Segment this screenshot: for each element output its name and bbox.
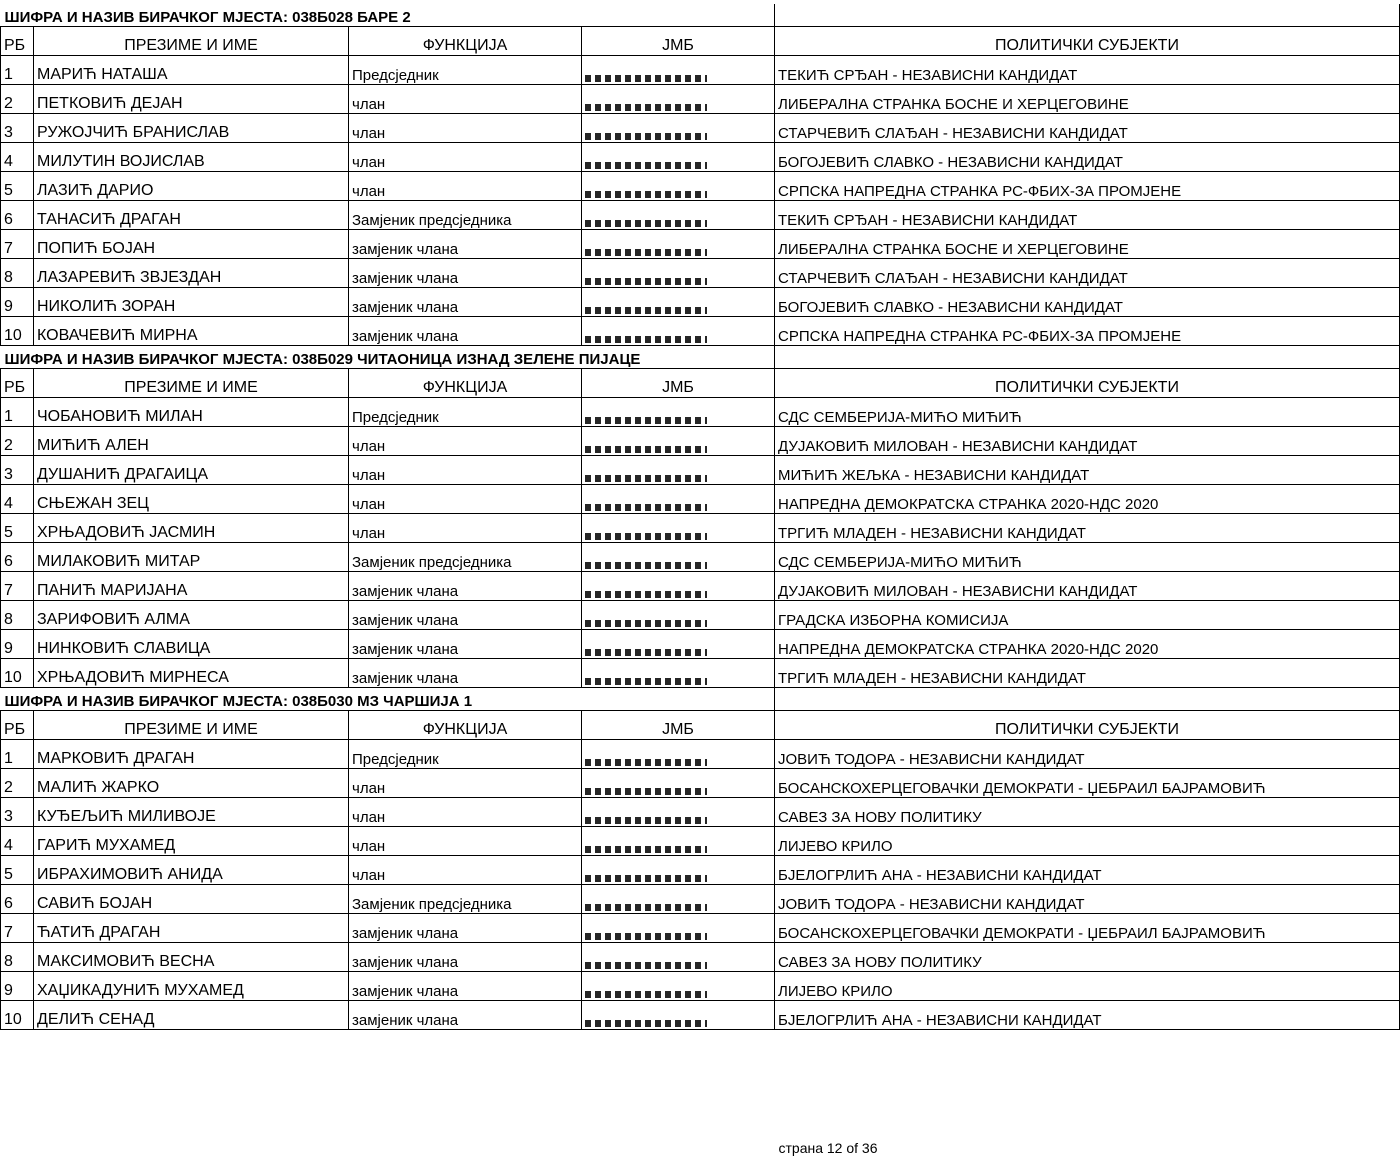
political-subject: БОГОЈЕВИЋ СЛАВКО - НЕЗАВИСНИ КАНДИДАТ — [775, 143, 1400, 172]
political-subject: СРПСКА НАПРЕДНА СТРАНКА РС-ФБИХ-ЗА ПРОМЈЕНЕ — [775, 172, 1400, 201]
redacted-jmb-mark — [585, 817, 707, 824]
member-name: КОВАЧЕВИЋ МИРНА — [34, 317, 349, 346]
row-number: 4 — [1, 143, 34, 172]
redacted-jmb-mark — [585, 562, 707, 569]
member-jmb-redacted — [582, 143, 775, 172]
redacted-jmb-mark — [585, 446, 707, 453]
redacted-jmb-mark — [585, 846, 707, 853]
member-function: члан — [349, 769, 582, 798]
member-jmb-redacted — [582, 398, 775, 427]
political-subject: ЛИБЕРАЛНА СТРАНКА БОСНЕ И ХЕРЦЕГОВИНЕ — [775, 230, 1400, 259]
member-function: замјеник члана — [349, 914, 582, 943]
table-row — [1, 317, 1400, 346]
political-subject: ЛИБЕРАЛНА СТРАНКА БОСНЕ И ХЕРЦЕГОВИНЕ — [775, 85, 1400, 114]
section-title-row — [1, 346, 1400, 369]
table-row — [1, 856, 1400, 885]
member-function: замјеник члана — [349, 317, 582, 346]
table-row — [1, 288, 1400, 317]
redacted-jmb-mark — [585, 475, 707, 482]
table-row — [1, 914, 1400, 943]
table-row — [1, 601, 1400, 630]
political-subject: ЈОВИЋ ТОДОРА - НЕЗАВИСНИ КАНДИДАТ — [775, 740, 1400, 769]
member-jmb-redacted — [582, 427, 775, 456]
table-row — [1, 114, 1400, 143]
member-function: замјеник члана — [349, 288, 582, 317]
table-row — [1, 943, 1400, 972]
row-number: 8 — [1, 601, 34, 630]
member-name: МАРИЋ НАТАША — [34, 56, 349, 85]
member-function: члан — [349, 143, 582, 172]
row-number: 1 — [1, 398, 34, 427]
row-number: 8 — [1, 943, 34, 972]
table-row — [1, 514, 1400, 543]
member-name: ПОПИЋ БОЈАН — [34, 230, 349, 259]
member-jmb-redacted — [582, 914, 775, 943]
member-name: ЛАЗАРЕВИЋ ЗВЈЕЗДАН — [34, 259, 349, 288]
table-row — [1, 398, 1400, 427]
row-number: 10 — [1, 317, 34, 346]
polling-station-committee-sheet — [0, 4, 1400, 1030]
table-row — [1, 972, 1400, 1001]
member-function: Предсједник — [349, 56, 582, 85]
political-subject: СРПСКА НАПРЕДНА СТРАНКА РС-ФБИХ-ЗА ПРОМЈЕНЕ — [775, 317, 1400, 346]
row-number: 5 — [1, 172, 34, 201]
header-party: ПОЛИТИЧКИ СУБЈЕКТИ — [775, 369, 1400, 398]
header-rb: РБ — [1, 369, 34, 398]
row-number: 10 — [1, 1001, 34, 1030]
row-number: 5 — [1, 514, 34, 543]
member-jmb-redacted — [582, 543, 775, 572]
member-jmb-redacted — [582, 230, 775, 259]
row-number: 6 — [1, 543, 34, 572]
political-subject: МИЋИЋ ЖЕЉКА - НЕЗАВИСНИ КАНДИДАТ — [775, 456, 1400, 485]
redacted-jmb-mark — [585, 336, 707, 343]
member-name: МАКСИМОВИЋ ВЕСНА — [34, 943, 349, 972]
political-subject: НАПРЕДНА ДЕМОКРАТСКА СТРАНКА 2020-НДС 2020 — [775, 630, 1400, 659]
header-party: ПОЛИТИЧКИ СУБЈЕКТИ — [775, 27, 1400, 56]
section-title-filler — [775, 4, 1400, 27]
redacted-jmb-mark — [585, 220, 707, 227]
member-name: ХРЊАДОВИЋ ЈАСМИН — [34, 514, 349, 543]
row-number: 1 — [1, 740, 34, 769]
redacted-jmb-mark — [585, 104, 707, 111]
member-function: замјеник члана — [349, 230, 582, 259]
header-name: ПРЕЗИМЕ И ИМЕ — [34, 711, 349, 740]
table-row — [1, 85, 1400, 114]
header-rb: РБ — [1, 27, 34, 56]
member-name: ЗАРИФОВИЋ АЛМА — [34, 601, 349, 630]
table-row — [1, 543, 1400, 572]
table-row — [1, 485, 1400, 514]
member-function: члан — [349, 485, 582, 514]
redacted-jmb-mark — [585, 875, 707, 882]
member-function: члан — [349, 114, 582, 143]
member-name: ДЕЛИЋ СЕНАД — [34, 1001, 349, 1030]
political-subject: САВЕЗ ЗА НОВУ ПОЛИТИКУ — [775, 943, 1400, 972]
row-number: 2 — [1, 769, 34, 798]
table-row — [1, 769, 1400, 798]
table-row — [1, 456, 1400, 485]
redacted-jmb-mark — [585, 504, 707, 511]
redacted-jmb-mark — [585, 904, 707, 911]
member-name: МИЛАКОВИЋ МИТАР — [34, 543, 349, 572]
member-name: САВИЋ БОЈАН — [34, 885, 349, 914]
row-number: 4 — [1, 485, 34, 514]
redacted-jmb-mark — [585, 307, 707, 314]
member-function: члан — [349, 827, 582, 856]
member-jmb-redacted — [582, 172, 775, 201]
political-subject: ДУЈАКОВИЋ МИЛОВАН - НЕЗАВИСНИ КАНДИДАТ — [775, 572, 1400, 601]
member-name: СЊЕЖАН ЗЕЦ — [34, 485, 349, 514]
table-row — [1, 885, 1400, 914]
member-function: Замјеник предсједника — [349, 885, 582, 914]
political-subject: ТЕКИЋ СРЂАН - НЕЗАВИСНИ КАНДИДАТ — [775, 56, 1400, 85]
section-title-row — [1, 688, 1400, 711]
section-title-row — [1, 4, 1400, 27]
section-title: ШИФРА И НАЗИВ БИРАЧКОГ МЈЕСТА: 038Б028 БАРЕ 2 — [1, 4, 775, 27]
member-jmb-redacted — [582, 827, 775, 856]
member-jmb-redacted — [582, 856, 775, 885]
political-subject: ТЕКИЋ СРЂАН - НЕЗАВИСНИ КАНДИДАТ — [775, 201, 1400, 230]
member-name: ХРЊАДОВИЋ МИРНЕСА — [34, 659, 349, 688]
member-name: МИЛУТИН ВОЈИСЛАВ — [34, 143, 349, 172]
member-name: ИБРАХИМОВИЋ АНИДА — [34, 856, 349, 885]
header-name: ПРЕЗИМЕ И ИМЕ — [34, 27, 349, 56]
political-subject: БОГОЈЕВИЋ СЛАВКО - НЕЗАВИСНИ КАНДИДАТ — [775, 288, 1400, 317]
member-jmb-redacted — [582, 201, 775, 230]
member-function: замјеник члана — [349, 659, 582, 688]
section-title-filler — [775, 346, 1400, 369]
redacted-jmb-mark — [585, 788, 707, 795]
table-row — [1, 259, 1400, 288]
table-row — [1, 659, 1400, 688]
header-rb: РБ — [1, 711, 34, 740]
member-jmb-redacted — [582, 456, 775, 485]
political-subject: ГРАДСКА ИЗБОРНА КОМИСИЈА — [775, 601, 1400, 630]
member-name: МИЋИЋ АЛЕН — [34, 427, 349, 456]
redacted-jmb-mark — [585, 933, 707, 940]
table-row — [1, 172, 1400, 201]
table-row — [1, 201, 1400, 230]
table-row — [1, 56, 1400, 85]
member-name: ПАНИЋ МАРИЈАНА — [34, 572, 349, 601]
member-name: ДУШАНИЋ ДРАГАИЦА — [34, 456, 349, 485]
redacted-jmb-mark — [585, 620, 707, 627]
row-number: 7 — [1, 914, 34, 943]
member-function: Предсједник — [349, 398, 582, 427]
member-jmb-redacted — [582, 769, 775, 798]
member-jmb-redacted — [582, 56, 775, 85]
member-jmb-redacted — [582, 1001, 775, 1030]
political-subject: ТРГИЋ МЛАДЕН - НЕЗАВИСНИ КАНДИДАТ — [775, 514, 1400, 543]
row-number: 2 — [1, 427, 34, 456]
table-header-row — [1, 369, 1400, 398]
member-function: замјеник члана — [349, 601, 582, 630]
row-number: 6 — [1, 885, 34, 914]
member-jmb-redacted — [582, 114, 775, 143]
member-function: члан — [349, 514, 582, 543]
row-number: 9 — [1, 630, 34, 659]
member-function: члан — [349, 856, 582, 885]
table-row — [1, 740, 1400, 769]
header-jmb: ЈМБ — [582, 369, 775, 398]
table-row — [1, 1001, 1400, 1030]
member-jmb-redacted — [582, 798, 775, 827]
header-function: ФУНКЦИЈА — [349, 27, 582, 56]
header-jmb: ЈМБ — [582, 711, 775, 740]
member-name: ПЕТКОВИЋ ДЕЈАН — [34, 85, 349, 114]
member-jmb-redacted — [582, 514, 775, 543]
redacted-jmb-mark — [585, 191, 707, 198]
table-header-row — [1, 711, 1400, 740]
row-number: 6 — [1, 201, 34, 230]
political-subject: СДС СЕМБЕРИЈА-МИЋО МИЋИЋ — [775, 543, 1400, 572]
member-function: члан — [349, 85, 582, 114]
row-number: 9 — [1, 972, 34, 1001]
row-number: 7 — [1, 572, 34, 601]
row-number: 3 — [1, 798, 34, 827]
member-jmb-redacted — [582, 885, 775, 914]
member-name: ЧОБАНОВИЋ МИЛАН — [34, 398, 349, 427]
political-subject: ДУЈАКОВИЋ МИЛОВАН - НЕЗАВИСНИ КАНДИДАТ — [775, 427, 1400, 456]
row-number: 3 — [1, 456, 34, 485]
committee-table — [0, 4, 1400, 1030]
redacted-jmb-mark — [585, 133, 707, 140]
table-row — [1, 630, 1400, 659]
redacted-jmb-mark — [585, 759, 707, 766]
member-name: НИНКОВИЋ СЛАВИЦА — [34, 630, 349, 659]
table-row — [1, 230, 1400, 259]
member-jmb-redacted — [582, 317, 775, 346]
member-name: МАРКОВИЋ ДРАГАН — [34, 740, 349, 769]
header-jmb: ЈМБ — [582, 27, 775, 56]
table-row — [1, 572, 1400, 601]
member-jmb-redacted — [582, 485, 775, 514]
row-number: 2 — [1, 85, 34, 114]
redacted-jmb-mark — [585, 533, 707, 540]
table-row — [1, 798, 1400, 827]
member-name: КУЂЕЉИЋ МИЛИВОЈЕ — [34, 798, 349, 827]
member-function: замјеник члана — [349, 630, 582, 659]
row-number: 3 — [1, 114, 34, 143]
political-subject: НАПРЕДНА ДЕМОКРАТСКА СТРАНКА 2020-НДС 2020 — [775, 485, 1400, 514]
member-jmb-redacted — [582, 288, 775, 317]
political-subject: БОСАНСКОХЕРЦЕГОВАЧКИ ДЕМОКРАТИ - ЏЕБРАИЛ БАЈРАМОВИЋ — [775, 914, 1400, 943]
redacted-jmb-mark — [585, 278, 707, 285]
header-name: ПРЕЗИМЕ И ИМЕ — [34, 369, 349, 398]
member-jmb-redacted — [582, 740, 775, 769]
row-number: 8 — [1, 259, 34, 288]
member-function: замјеник члана — [349, 572, 582, 601]
redacted-jmb-mark — [585, 991, 707, 998]
member-jmb-redacted — [582, 943, 775, 972]
section-title: ШИФРА И НАЗИВ БИРАЧКОГ МЈЕСТА: 038Б029 ЧИТАОНИЦА ИЗНАД ЗЕЛЕНЕ ПИЈАЦЕ — [1, 346, 775, 369]
member-function: замјеник члана — [349, 943, 582, 972]
member-jmb-redacted — [582, 659, 775, 688]
row-number: 5 — [1, 856, 34, 885]
political-subject: ЛИЈЕВО КРИЛО — [775, 972, 1400, 1001]
member-function: члан — [349, 456, 582, 485]
member-name: ГАРИЋ МУХАМЕД — [34, 827, 349, 856]
political-subject: СДС СЕМБЕРИЈА-МИЋО МИЋИЋ — [775, 398, 1400, 427]
table-row — [1, 427, 1400, 456]
table-row — [1, 143, 1400, 172]
member-function: замјеник члана — [349, 259, 582, 288]
redacted-jmb-mark — [585, 249, 707, 256]
redacted-jmb-mark — [585, 162, 707, 169]
header-party: ПОЛИТИЧКИ СУБЈЕКТИ — [775, 711, 1400, 740]
table-row — [1, 827, 1400, 856]
member-function: Замјеник предсједника — [349, 543, 582, 572]
member-function: Замјеник предсједника — [349, 201, 582, 230]
redacted-jmb-mark — [585, 1020, 707, 1027]
member-name: РУЖОЈЧИЋ БРАНИСЛАВ — [34, 114, 349, 143]
member-jmb-redacted — [582, 572, 775, 601]
member-function: члан — [349, 427, 582, 456]
member-name: ЋАТИЋ ДРАГАН — [34, 914, 349, 943]
redacted-jmb-mark — [585, 649, 707, 656]
member-function: замјеник члана — [349, 1001, 582, 1030]
member-function: члан — [349, 172, 582, 201]
member-function: Предсједник — [349, 740, 582, 769]
section-title-filler — [775, 688, 1400, 711]
member-jmb-redacted — [582, 259, 775, 288]
redacted-jmb-mark — [585, 75, 707, 82]
redacted-jmb-mark — [585, 962, 707, 969]
political-subject: БЈЕЛОГРЛИЋ АНА - НЕЗАВИСНИ КАНДИДАТ — [775, 856, 1400, 885]
section-title: ШИФРА И НАЗИВ БИРАЧКОГ МЈЕСТА: 038Б030 МЗ ЧАРШИЈА 1 — [1, 688, 775, 711]
row-number: 10 — [1, 659, 34, 688]
row-number: 1 — [1, 56, 34, 85]
redacted-jmb-mark — [585, 591, 707, 598]
member-jmb-redacted — [582, 972, 775, 1001]
member-jmb-redacted — [582, 85, 775, 114]
member-function: члан — [349, 798, 582, 827]
member-name: МАЛИЋ ЖАРКО — [34, 769, 349, 798]
political-subject: ЈОВИЋ ТОДОРА - НЕЗАВИСНИ КАНДИДАТ — [775, 885, 1400, 914]
redacted-jmb-mark — [585, 678, 707, 685]
political-subject: ЛИЈЕВО КРИЛО — [775, 827, 1400, 856]
header-function: ФУНКЦИЈА — [349, 369, 582, 398]
political-subject: СТАРЧЕВИЋ СЛАЂАН - НЕЗАВИСНИ КАНДИДАТ — [775, 114, 1400, 143]
member-jmb-redacted — [582, 601, 775, 630]
page-footer — [0, 1140, 1400, 1156]
political-subject: БЈЕЛОГРЛИЋ АНА - НЕЗАВИСНИ КАНДИДАТ — [775, 1001, 1400, 1030]
member-name: ХАЏИКАДУНИЋ МУХАМЕД — [34, 972, 349, 1001]
header-function: ФУНКЦИЈА — [349, 711, 582, 740]
member-function: замјеник члана — [349, 972, 582, 1001]
row-number: 9 — [1, 288, 34, 317]
redacted-jmb-mark — [585, 417, 707, 424]
political-subject: ТРГИЋ МЛАДЕН - НЕЗАВИСНИ КАНДИДАТ — [775, 659, 1400, 688]
row-number: 7 — [1, 230, 34, 259]
member-name: ТАНАСИЋ ДРАГАН — [34, 201, 349, 230]
political-subject: САВЕЗ ЗА НОВУ ПОЛИТИКУ — [775, 798, 1400, 827]
page-number: страна 12 of 36 — [778, 1140, 878, 1156]
member-jmb-redacted — [582, 630, 775, 659]
political-subject: СТАРЧЕВИЋ СЛАЂАН - НЕЗАВИСНИ КАНДИДАТ — [775, 259, 1400, 288]
member-name: НИКОЛИЋ ЗОРАН — [34, 288, 349, 317]
political-subject: БОСАНСКОХЕРЦЕГОВАЧКИ ДЕМОКРАТИ - ЏЕБРАИЛ БАЈРАМОВИЋ — [775, 769, 1400, 798]
table-header-row — [1, 27, 1400, 56]
row-number: 4 — [1, 827, 34, 856]
member-name: ЛАЗИЋ ДАРИО — [34, 172, 349, 201]
